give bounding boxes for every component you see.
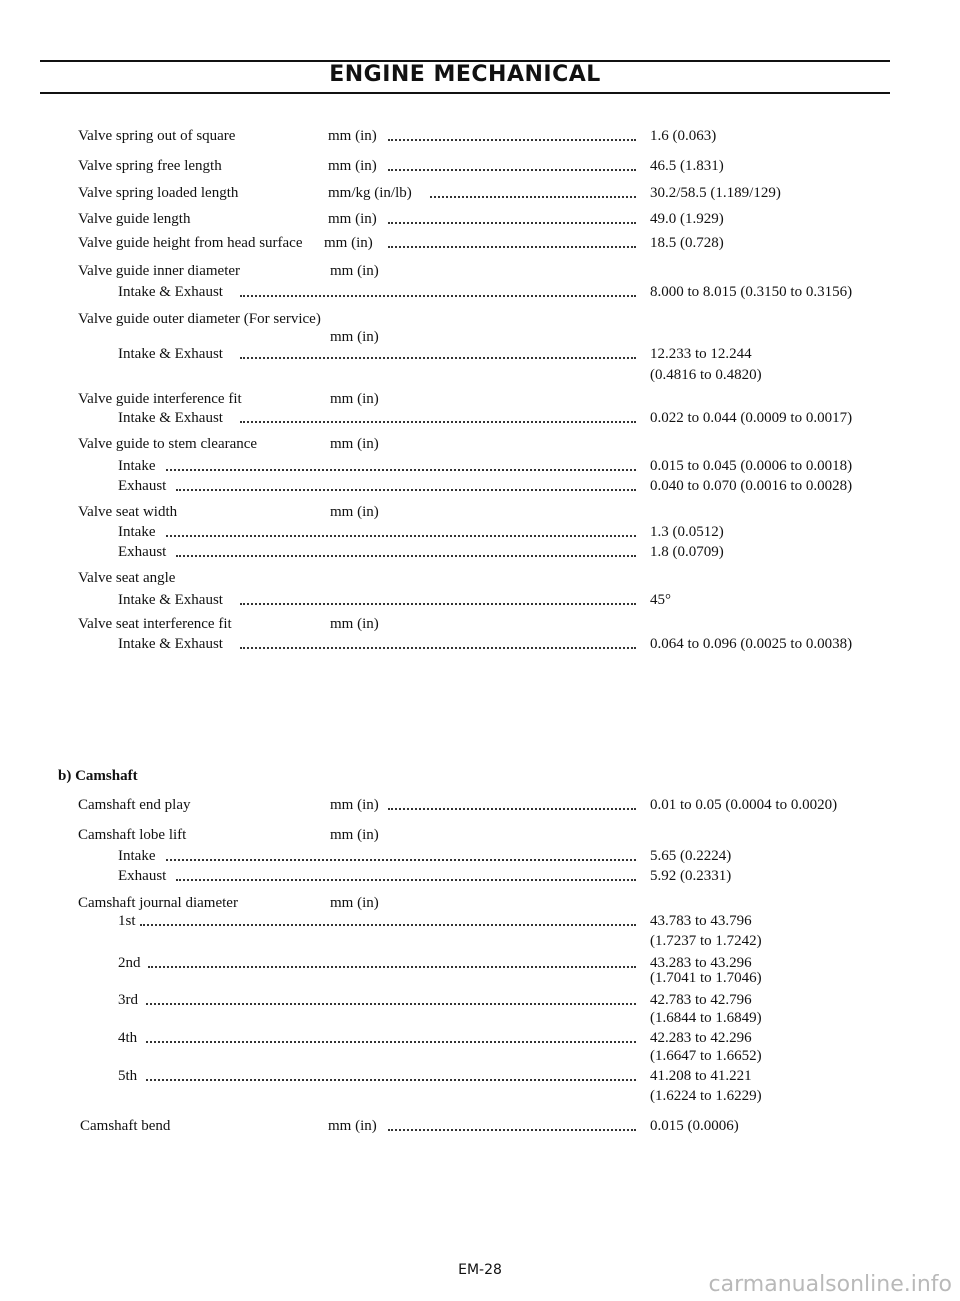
spec-label: Valve seat angle [78, 570, 176, 586]
leader-dots [430, 196, 636, 198]
spec-label: Valve seat width [78, 504, 178, 520]
leader-dots [176, 555, 636, 557]
spec-label: Valve guide inner diameter [78, 263, 241, 279]
spec-value: 0.015 to 0.045 (0.0006 to 0.0018) [650, 458, 853, 474]
leader-dots [240, 295, 636, 297]
spec-value-secondary: (1.7041 to 1.7046) [650, 970, 762, 986]
spec-unit: mm (in) [330, 391, 379, 407]
spec-value: 45° [650, 592, 671, 608]
leader-dots [176, 489, 636, 491]
watermark: carmanualsonline.info [708, 1272, 952, 1297]
spec-label: 2nd [118, 955, 141, 971]
spec-label: Valve seat interference fit [78, 616, 232, 632]
spec-label: Camshaft lobe lift [78, 827, 187, 843]
spec-label: Valve guide to stem clearance [78, 436, 258, 452]
spec-value: 1.8 (0.0709) [650, 544, 724, 560]
spec-value: 42.783 to 42.796 [650, 992, 752, 1008]
spec-value: 18.5 (0.728) [650, 235, 724, 251]
spec-label: Exhaust [118, 478, 167, 494]
spec-unit: mm (in) [328, 158, 377, 174]
spec-value-secondary: (1.7237 to 1.7242) [650, 933, 762, 949]
spec-value-secondary: (1.6647 to 1.6652) [650, 1048, 762, 1064]
spec-value: 1.3 (0.0512) [650, 524, 724, 540]
spec-unit: mm (in) [330, 895, 379, 911]
leader-dots [388, 246, 636, 248]
spec-value: 8.000 to 8.015 (0.3150 to 0.3156) [650, 284, 853, 300]
spec-label: Intake [118, 458, 156, 474]
spec-unit: mm/kg (in/lb) [328, 185, 412, 201]
leader-dots [146, 1041, 636, 1043]
page-title: ENGINE MECHANICAL [329, 62, 601, 87]
section-title: b) Camshaft [58, 768, 138, 784]
leader-dots [388, 808, 636, 810]
spec-label: Intake & Exhaust [118, 410, 223, 426]
spec-label: Valve guide interference fit [78, 391, 242, 407]
spec-unit: mm (in) [330, 797, 379, 813]
spec-value: 0.015 (0.0006) [650, 1118, 739, 1134]
spec-value: 0.064 to 0.096 (0.0025 to 0.0038) [650, 636, 853, 652]
spec-label: Camshaft journal diameter [78, 895, 238, 911]
leader-dots [146, 1003, 636, 1005]
spec-unit: mm (in) [324, 235, 373, 251]
spec-unit: mm (in) [330, 827, 379, 843]
leader-dots [240, 421, 636, 423]
spec-value: 41.208 to 41.221 [650, 1068, 752, 1084]
spec-label: Exhaust [118, 868, 167, 884]
leader-dots [388, 169, 636, 171]
spec-label: 4th [118, 1030, 138, 1046]
spec-label: 3rd [118, 992, 138, 1008]
spec-label: Intake [118, 848, 156, 864]
leader-dots [388, 139, 636, 141]
spec-value: 46.5 (1.831) [650, 158, 724, 174]
spec-value: 0.022 to 0.044 (0.0009 to 0.0017) [650, 410, 853, 426]
spec-label: Intake & Exhaust [118, 284, 223, 300]
leader-dots [388, 222, 636, 224]
spec-unit: mm (in) [328, 128, 377, 144]
spec-label: Valve guide outer diameter (For service) [78, 311, 321, 327]
leader-dots [148, 966, 636, 968]
spec-label: Valve spring out of square [78, 128, 236, 144]
spec-label: 1st [118, 913, 136, 929]
spec-unit: mm (in) [330, 616, 379, 632]
spec-value: 5.92 (0.2331) [650, 868, 732, 884]
spec-value: 43.283 to 43.296 [650, 955, 752, 971]
spec-label: Intake [118, 524, 156, 540]
leader-dots [166, 859, 636, 861]
leader-dots [240, 357, 636, 359]
page-number: EM-28 [458, 1262, 502, 1278]
spec-label: Valve spring loaded length [78, 185, 239, 201]
spec-label: Exhaust [118, 544, 167, 560]
spec-value: 0.01 to 0.05 (0.0004 to 0.0020) [650, 797, 838, 813]
leader-dots [240, 647, 636, 649]
spec-value-secondary: (0.4816 to 0.4820) [650, 367, 762, 383]
spec-value: 42.283 to 42.296 [650, 1030, 752, 1046]
spec-value: 0.040 to 0.070 (0.0016 to 0.0028) [650, 478, 853, 494]
spec-value: 5.65 (0.2224) [650, 848, 732, 864]
spec-unit: mm (in) [330, 504, 379, 520]
spec-value: 49.0 (1.929) [650, 211, 724, 227]
spec-value: 1.6 (0.063) [650, 128, 717, 144]
header-rule-bottom [40, 92, 890, 94]
leader-dots [240, 603, 636, 605]
spec-label: 5th [118, 1068, 138, 1084]
spec-label: Valve guide length [78, 211, 191, 227]
leader-dots [388, 1129, 636, 1131]
spec-value: 30.2/58.5 (1.189/129) [650, 185, 781, 201]
spec-label: Camshaft bend [80, 1118, 171, 1134]
spec-unit: mm (in) [330, 263, 379, 279]
spec-unit: mm (in) [328, 1118, 377, 1134]
spec-label: Valve spring free length [78, 158, 222, 174]
spec-value: 12.233 to 12.244 [650, 346, 752, 362]
spec-value: 43.783 to 43.796 [650, 913, 752, 929]
spec-label: Intake & Exhaust [118, 346, 223, 362]
spec-unit: mm (in) [328, 211, 377, 227]
leader-dots [146, 1079, 636, 1081]
spec-label: Valve guide height from head surface [78, 235, 303, 251]
leader-dots [140, 924, 636, 926]
leader-dots [166, 535, 636, 537]
spec-value-secondary: (1.6224 to 1.6229) [650, 1088, 762, 1104]
spec-label: Intake & Exhaust [118, 636, 223, 652]
leader-dots [166, 469, 636, 471]
leader-dots [176, 879, 636, 881]
spec-value-secondary: (1.6844 to 1.6849) [650, 1010, 762, 1026]
spec-unit: mm (in) [330, 436, 379, 452]
spec-label: Camshaft end play [78, 797, 191, 813]
spec-unit: mm (in) [330, 329, 379, 345]
spec-label: Intake & Exhaust [118, 592, 223, 608]
